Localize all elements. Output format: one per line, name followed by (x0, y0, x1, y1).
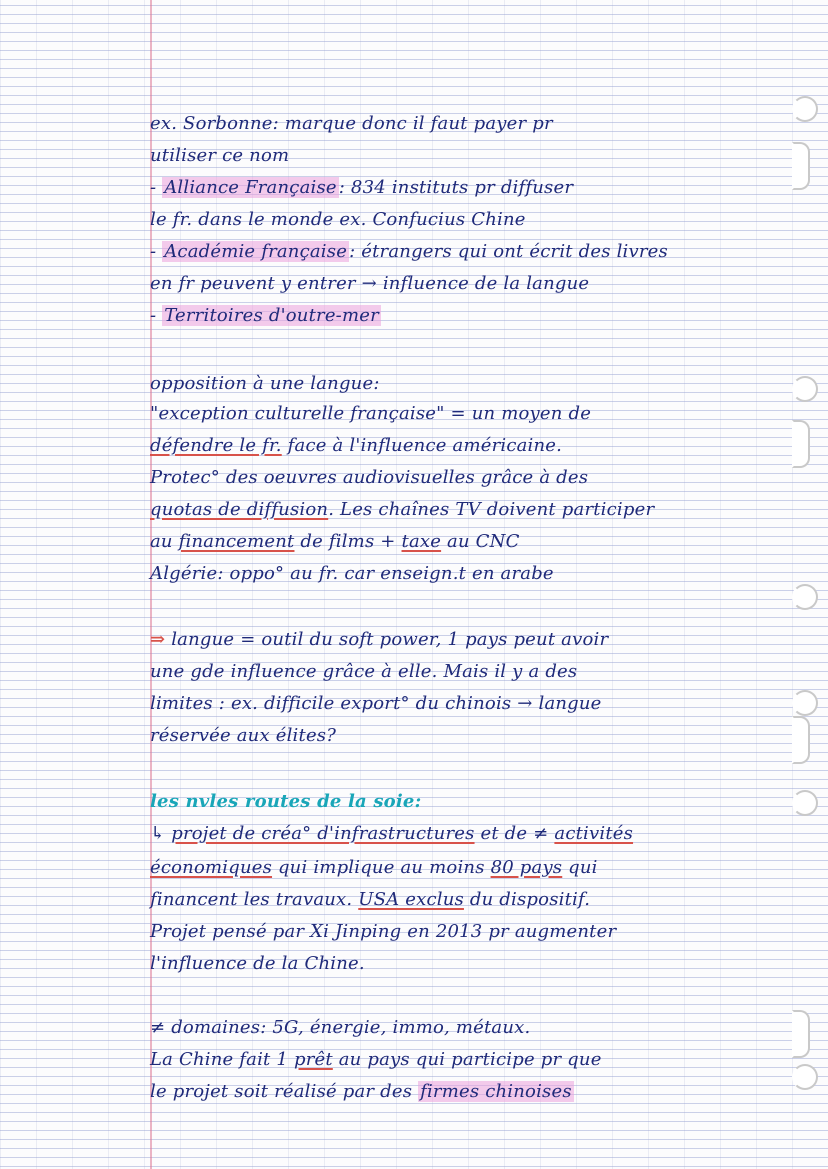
double-arrow-icon: ⇒ (150, 629, 166, 650)
note-line: le projet soit réalisé par des firmes chinoises (150, 1081, 572, 1102)
note-line: ex. Sorbonne: marque donc il faut payer pr (150, 113, 553, 134)
binder-hole (792, 1064, 818, 1090)
binder-slot (792, 716, 810, 764)
note-line: économiques qui implique au moins 80 pays qui (150, 857, 598, 878)
note-line: défendre le fr. face à l'influence américaine. (150, 435, 563, 456)
binder-hole (792, 790, 818, 816)
note-line: le fr. dans le monde ex. Confucius Chine (150, 209, 526, 230)
underline: financement (178, 531, 295, 552)
binder-slot (792, 420, 810, 468)
binder-hole (792, 96, 818, 122)
note-line: limites : ex. difficile export° du chinois → langue (150, 693, 602, 714)
note-line: ⇒ langue = outil du soft power, 1 pays peut avoir (150, 629, 609, 650)
binder-slot (792, 1010, 810, 1058)
note-line: opposition à une langue: (150, 373, 380, 394)
note-line: - Alliance Française : 834 instituts pr diffuser (150, 177, 574, 198)
binder-hole (792, 690, 818, 716)
underline: économiques (150, 857, 273, 878)
note-line: ↳ projet de créa° d'infrastructures et de ≠ activités (150, 823, 634, 844)
note-line: Protec° des oeuvres audiovisuelles grâce à des (150, 467, 589, 488)
underline: défendre le fr. (150, 435, 282, 456)
note-line: La Chine fait 1 prêt au pays qui participe pr que (150, 1049, 602, 1070)
underline: quotas de diffusion (150, 499, 329, 520)
underline: 80 pays (490, 857, 563, 878)
highlight: firmes chinoises (420, 1081, 572, 1102)
note-line: - Académie française : étrangers qui ont écrit des livres (150, 241, 668, 262)
note-line: réservée aux élites? (150, 725, 337, 746)
underline: taxe (401, 531, 442, 552)
note-line: en fr peuvent y entrer → influence de la langue (150, 273, 590, 294)
underline: activités (554, 823, 634, 844)
underline: prêt (293, 1049, 333, 1070)
highlight: Alliance Française (164, 177, 337, 198)
underline: projet de créa° d'infrastructures (171, 823, 475, 844)
note-line: "exception culturelle française" = un moyen de (150, 403, 592, 424)
note-line: quotas de diffusion. Les chaînes TV doivent participer (150, 499, 655, 520)
note-line: au financement de films + taxe au CNC (150, 531, 520, 552)
binder-slot (792, 142, 810, 190)
binder-hole (792, 376, 818, 402)
note-line: Projet pensé par Xi Jinping en 2013 pr augmenter (150, 921, 617, 942)
note-line: - Territoires d'outre-mer (150, 305, 379, 326)
highlight: Territoires d'outre-mer (164, 305, 379, 326)
note-line: l'influence de la Chine. (150, 953, 365, 974)
section-heading: les nvles routes de la soie: (150, 791, 422, 812)
highlight: Académie française (164, 241, 348, 262)
note-line: financent les travaux. USA exclus du dispositif. (150, 889, 591, 910)
note-line: utiliser ce nom (150, 145, 290, 166)
note-line: une gde influence grâce à elle. Mais il y a des (150, 661, 578, 682)
underline: USA exclus (358, 889, 464, 910)
note-line: Algérie: oppo° au fr. car enseign.t en arabe (150, 563, 554, 584)
note-line: ≠ domaines: 5G, énergie, immo, métaux. (150, 1017, 531, 1038)
binder-hole (792, 584, 818, 610)
